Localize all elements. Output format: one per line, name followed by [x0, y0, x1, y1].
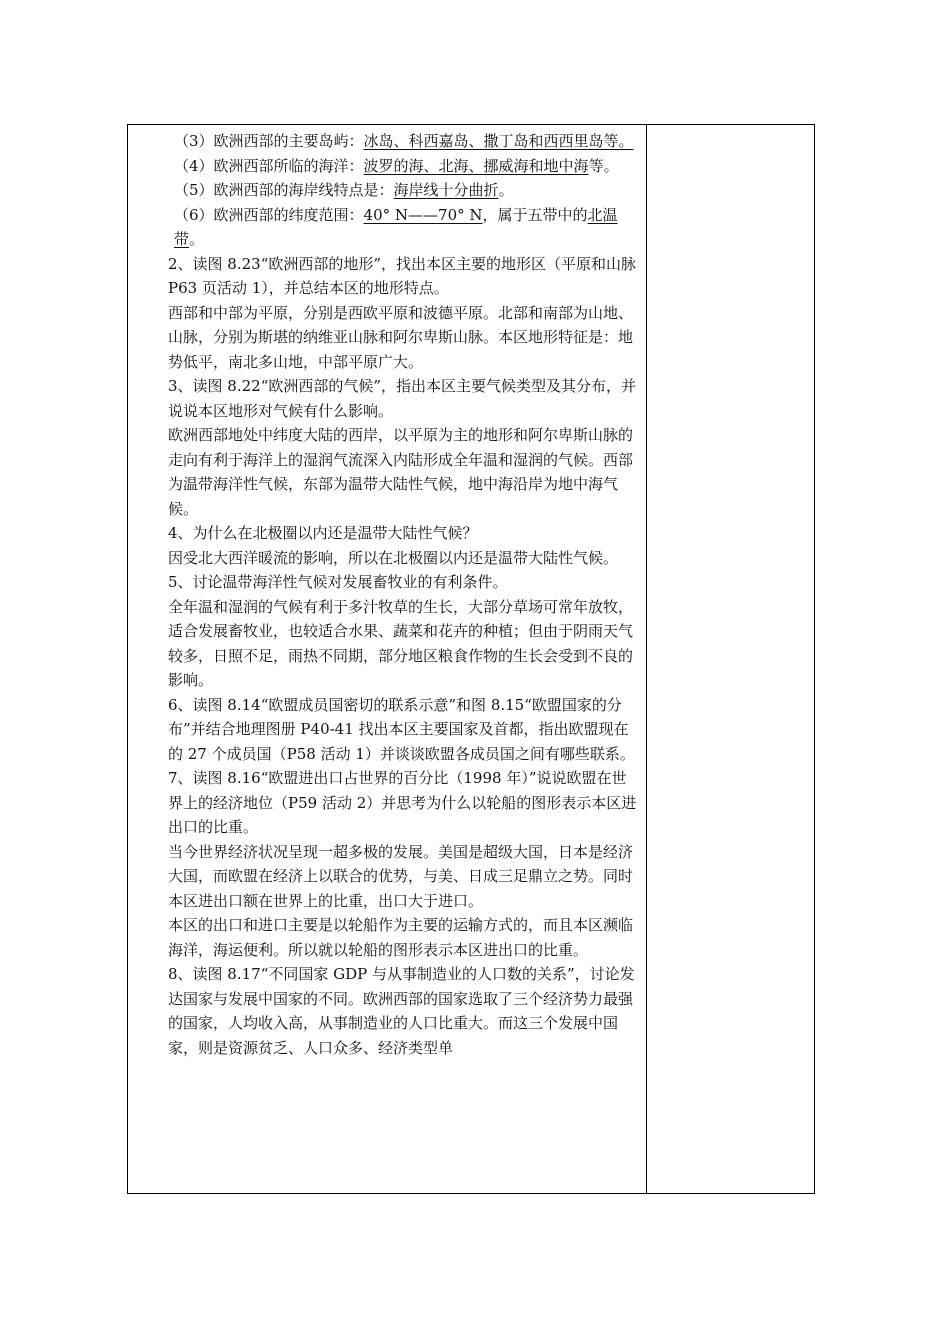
question-7: 7、读图 8.16“欧盟进出口占世界的百分比（1998 年）”说说欧盟在世界上的经济地位（P59 活动 2）并思考为什么以轮船的图形表示本区进出口的比重。	[168, 769, 637, 836]
question-8: 8、读图 8.17“不同国家 GDP 与从事制造业的人口数的关系”，讨论发达国家与发展中国家的不同。欧洲西部的国家选取了三个经济势力最强的国家，人均收入高，从事制造业的人口比重大。而这三个发展中国家，则是资源贫乏、人口众多、经济类型单	[168, 965, 635, 1057]
answer-islands: 冰岛、科西嘉岛、撒丁岛和西西里岛等。	[363, 132, 634, 150]
item-4: （4）欧洲西部所临的海洋：波罗的海、北海、挪威海和地中海等。	[174, 156, 619, 175]
question-2: 2、读图 8.23“欧洲西部的地形”，找出本区主要的地形区（平原和山脉 P63 页活动 1），并总结本区的地形特点。	[168, 254, 637, 297]
answer-7a: 当今世界经济状况呈现一超多极的发展。美国是超级大国，日本是经济大国，而欧盟在经济上以联合的优势，与美、日成三足鼎立之势。同时本区进出口额在世界上的比重，出口大于进口。	[168, 842, 634, 910]
answer-5: 全年温和湿润的气候有利于多汁牧草的生长，大部分草场可常年放牧，适合发展畜牧业，也较适合水果、蔬菜和花卉的种植；但由于阴雨天气较多，日照不足，雨热不同期，部分地区粮食作物的生长会受到不良的影响。	[168, 597, 634, 689]
answer-latitude: 40° N——70° N	[363, 205, 483, 224]
answer-2: 西部和中部为平原，分别是西欧平原和波德平原。北部和南部为山地、山脉，分别为斯堪的纳维亚山脉和阿尔卑斯山脉。本区地形特征是：地势低平，南北多山地，中部平原广大。	[168, 303, 634, 371]
lesson-table	[127, 124, 815, 1194]
answer-3: 欧洲西部地处中纬度大陆的西岸，以平原为主的地形和阿尔卑斯山脉的走向有利于海洋上的湿润气流深入内陆形成全年温和湿润的气候。西部为温带海洋性气候，东部为温带大陆性气候，地中海沿岸为地中海气候。	[168, 426, 634, 518]
question-6: 6、读图 8.14“欧盟成员国密切的联系示意”和图 8.15“欧盟国家的分布”并结合地理图册 P40-41 找出本区主要国家及首都，指出欧盟现在的 27 个成员国（P58 活动 1）并谈谈欧盟各成员国之间有哪些联系。	[168, 695, 635, 763]
answer-7b: 本区的出口和进口主要是以轮船作为主要的运输方式的，而且本区濒临海洋，海运便利。所以就以轮船的图形表示本区进出口的比重。	[168, 916, 634, 959]
main-content-cell	[168, 129, 640, 1060]
notes-column	[647, 125, 815, 1193]
question-4: 4、为什么在北极圈以内还是温带大陆性气候？	[168, 524, 478, 542]
item-3: （3）欧洲西部的主要岛屿：冰岛、科西嘉岛、撒丁岛和西西里岛等。	[174, 132, 634, 150]
answer-seas: 波罗的海、北海、挪威海和地中海	[363, 156, 589, 175]
item-6: （6）欧洲西部的纬度范围：40° N——70° N，属于五带中的北温带。	[174, 205, 618, 248]
answer-coastline: 海岸线十分曲折	[393, 181, 499, 199]
question-3: 3、读图 8.22“欧洲西部的气候”，指出本区主要气候类型及其分布，并说说本区地形对气候有什么影响。	[168, 377, 637, 420]
question-5: 5、讨论温带海洋性气候对发展畜牧业的有利条件。	[168, 573, 508, 591]
answer-4: 因受北大西洋暖流的影响，所以在北极圈以内还是温带大陆性气候。	[168, 548, 619, 567]
answer-zone: 北温带	[174, 205, 618, 248]
item-5: （5）欧洲西部的海岸线特点是：海岸线十分曲折。	[174, 181, 514, 199]
